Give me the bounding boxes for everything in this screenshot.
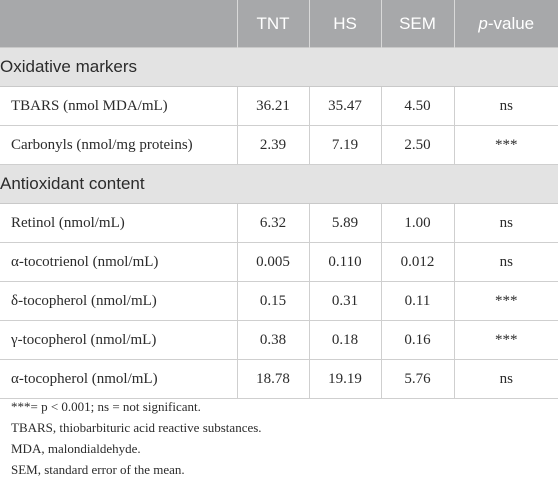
header-p-value [454, 0, 558, 48]
cell-hs: 7.19 [309, 126, 381, 165]
row-label: Carbonyls (nmol/mg proteins) [0, 126, 237, 165]
cell-tnt: 0.15 [237, 282, 309, 321]
cell-tnt: 0.38 [237, 321, 309, 360]
header-row [0, 0, 558, 48]
cell-hs: 0.110 [309, 243, 381, 282]
header-tnt: TNT [237, 0, 309, 48]
header-p-italic: p [478, 13, 488, 33]
section-row [0, 165, 558, 204]
cell-sem: 5.76 [381, 360, 454, 399]
table-row [0, 321, 558, 360]
cell-hs: 0.18 [309, 321, 381, 360]
cell-p: *** [454, 321, 558, 360]
footnotes [11, 396, 262, 480]
table-row [0, 204, 558, 243]
footnote: SEM, standard error of the mean. [11, 462, 185, 477]
footnote: TBARS, thiobarbituric acid reactive substances. [11, 420, 262, 435]
cell-tnt: 2.39 [237, 126, 309, 165]
row-label: α-tocopherol (nmol/mL) [0, 360, 237, 399]
section-title: Antioxidant content [0, 165, 558, 204]
section-row [0, 48, 558, 87]
row-label: γ-tocopherol (nmol/mL) [0, 321, 237, 360]
cell-hs: 5.89 [309, 204, 381, 243]
cell-tnt: 0.005 [237, 243, 309, 282]
cell-sem: 0.012 [381, 243, 454, 282]
cell-p: *** [454, 282, 558, 321]
cell-p: ns [454, 87, 558, 126]
cell-sem: 2.50 [381, 126, 454, 165]
row-label: δ-tocopherol (nmol/mL) [0, 282, 237, 321]
header-hs: HS [309, 0, 381, 48]
row-label: TBARS (nmol MDA/mL) [0, 87, 237, 126]
cell-sem: 4.50 [381, 87, 454, 126]
cell-p: *** [454, 126, 558, 165]
header-sem: SEM [381, 0, 454, 48]
header-p-rest: -value [487, 13, 535, 33]
row-label: Retinol (nmol/mL) [0, 204, 237, 243]
cell-tnt: 36.21 [237, 87, 309, 126]
cell-tnt: 18.78 [237, 360, 309, 399]
table-row [0, 360, 558, 399]
cell-hs: 35.47 [309, 87, 381, 126]
cell-hs: 0.31 [309, 282, 381, 321]
table-row [0, 87, 558, 126]
table-row [0, 243, 558, 282]
cell-sem: 1.00 [381, 204, 454, 243]
section-title: Oxidative markers [0, 48, 558, 87]
cell-hs: 19.19 [309, 360, 381, 399]
cell-p: ns [454, 204, 558, 243]
header-label [0, 0, 237, 48]
cell-p: ns [454, 243, 558, 282]
footnote: ***= p < 0.001; ns = not significant. [11, 399, 201, 414]
table-row [0, 282, 558, 321]
table-row [0, 126, 558, 165]
row-label: α-tocotrienol (nmol/mL) [0, 243, 237, 282]
cell-sem: 0.11 [381, 282, 454, 321]
cell-tnt: 6.32 [237, 204, 309, 243]
cell-sem: 0.16 [381, 321, 454, 360]
footnote: MDA, malondialdehyde. [11, 441, 141, 456]
cell-p: ns [454, 360, 558, 399]
